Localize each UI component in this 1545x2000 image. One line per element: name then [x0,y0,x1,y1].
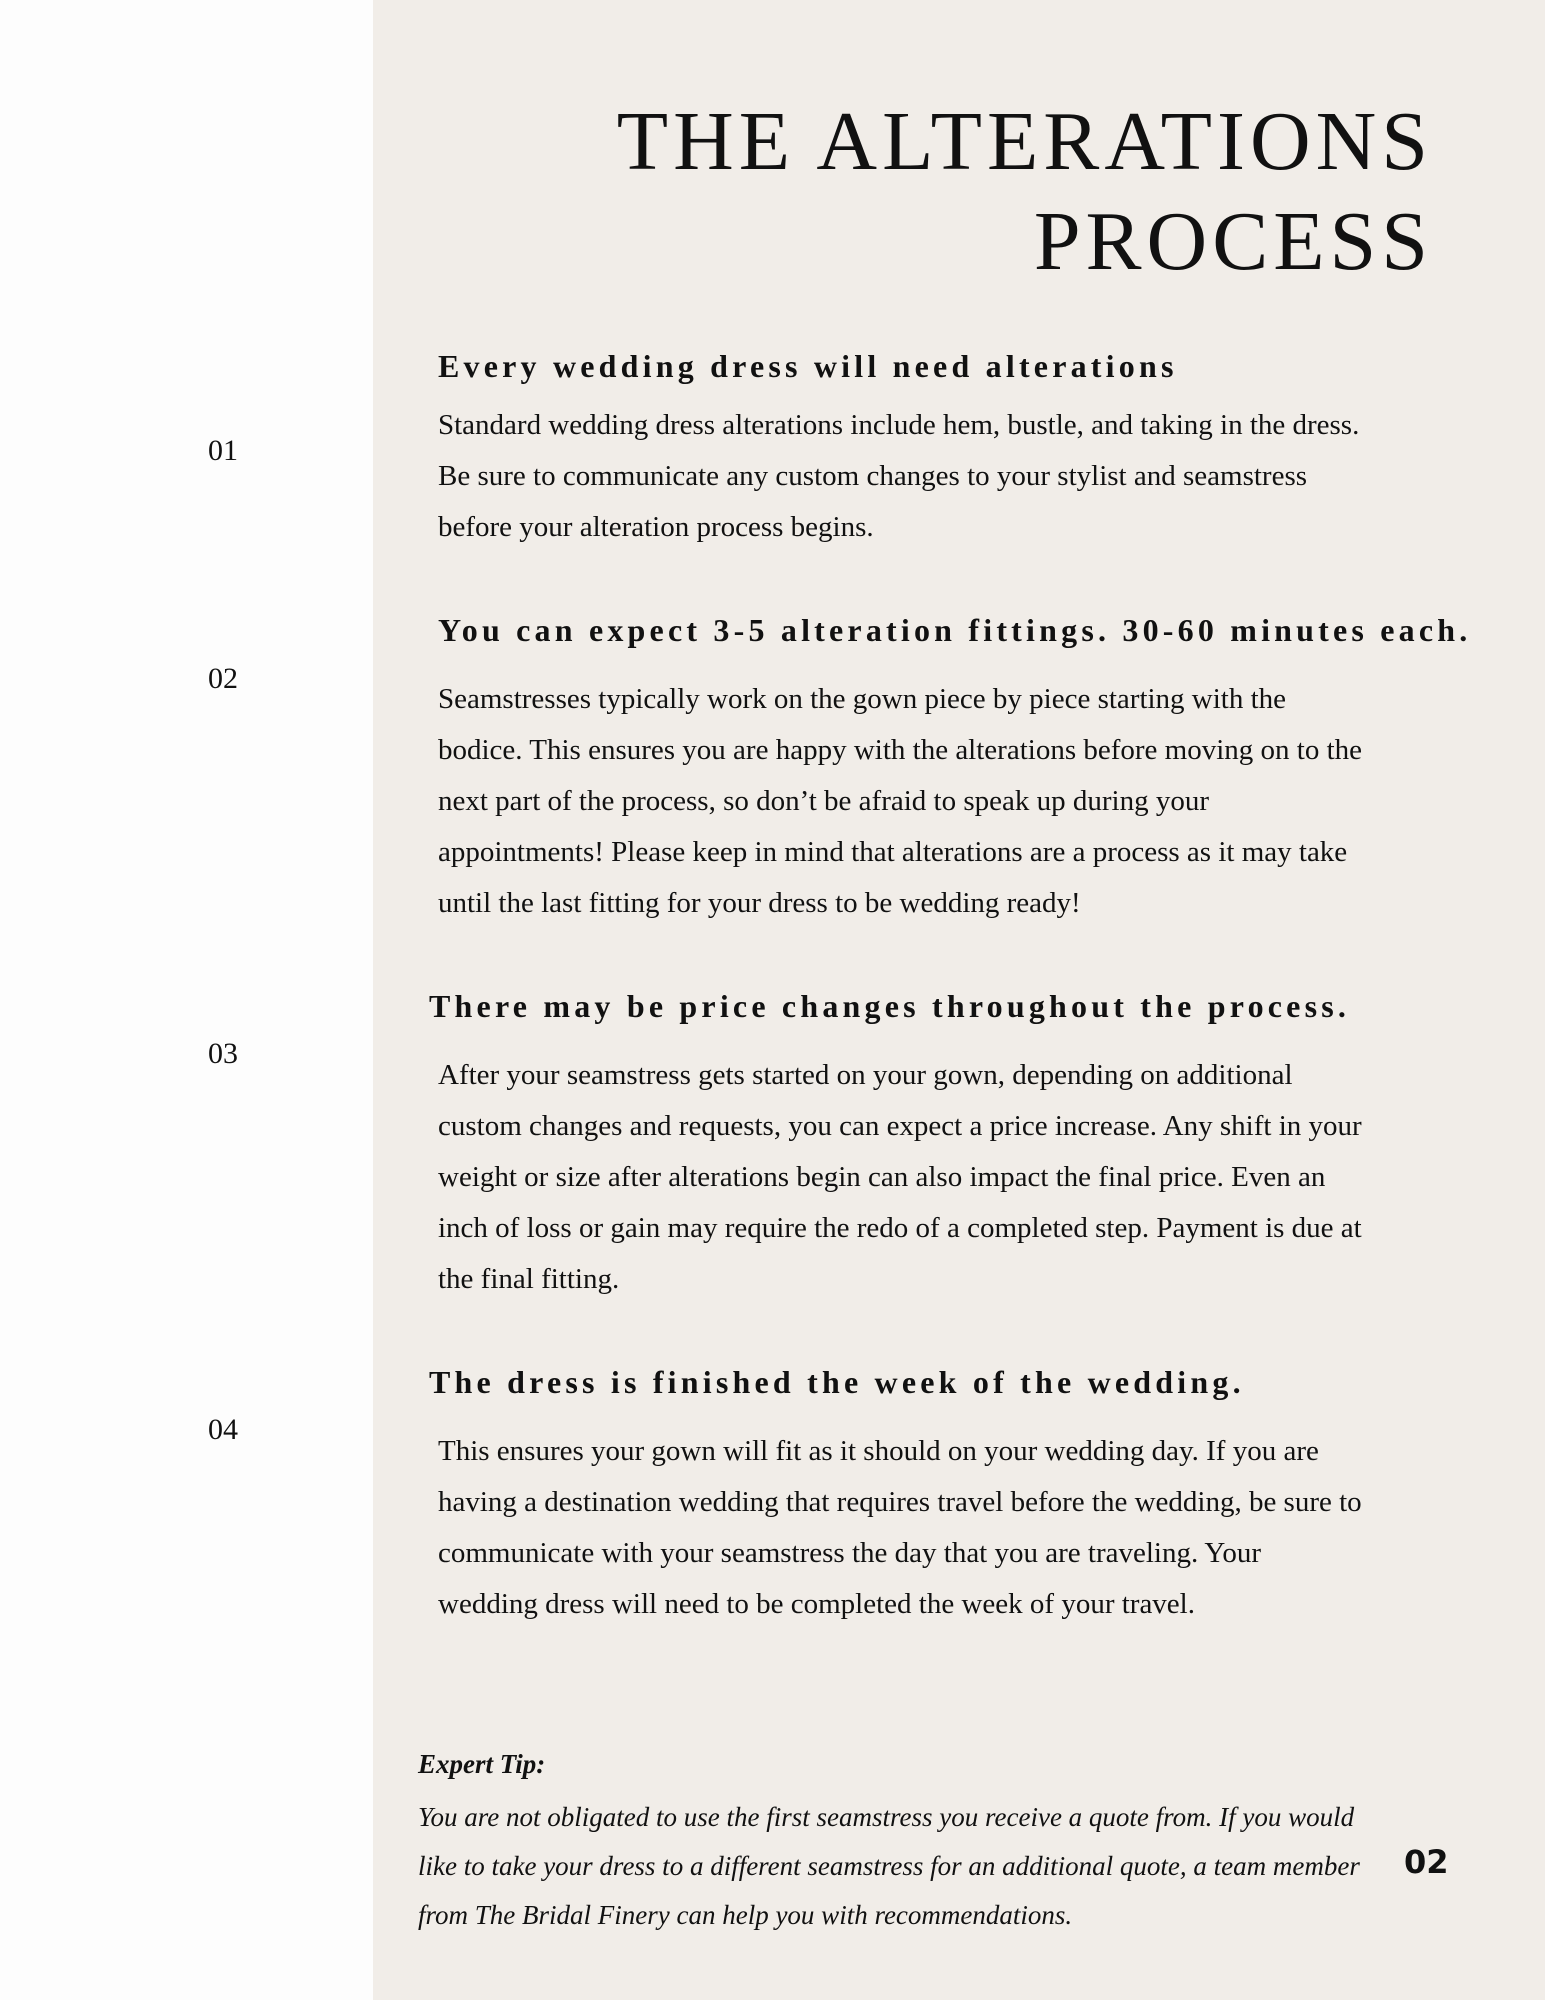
step-heading-02: You can expect 3-5 alteration fittings. 30-60 minutes each. [438,612,1472,648]
step-number-02: 02 [208,662,238,695]
step-body-03: After your seamstress gets started on your gown, depending on additional custom changes and requests, you can expect a price increase. Any shift in your weight or size after alterations begin can also impact the final price. Even an inch of loss or gain may require the redo of a completed step. Payment is due at the final fitting. [438,1059,1362,1295]
expert-tip-label: Expert Tip: [418,1749,546,1779]
step-heading-01: Every wedding dress will need alterations [438,348,1178,384]
step-heading-03: There may be price changes throughout the process. [429,988,1351,1024]
step-body-02: Seamstresses typically work on the gown piece by piece starting with the bodice. This ensures you are happy with the alterations before moving on to the next part of the process, so don’t be afraid to speak up during your appointments! Please keep in mind that alterations are a process as it may take until the last fitting for your dress to be wedding ready! [438,683,1363,919]
step-number-01: 01 [208,434,238,467]
step-number-04: 04 [208,1413,238,1446]
page-title-line-2: PROCESS [1033,195,1433,288]
step-body-01: Standard wedding dress alterations include hem, bustle, and taking in the dress. Be sure to communicate any custom changes to your stylist and seamstress before your alteration process begins. [438,409,1360,543]
step-body-04: This ensures your gown will fit as it should on your wedding day. If you are having a destination wedding that requires travel before the wedding, be sure to communicate with your seamstress the day that you are traveling. Your wedding dress will need to be completed the week of your travel. [438,1435,1362,1620]
page-title-line-1: THE ALTERATIONS [616,95,1433,188]
page-title [433,92,1433,292]
step-number-03: 03 [208,1037,238,1070]
expert-tip-text: You are not obligated to use the first seamstress you receive a quote from. If you would like to take your dress to a different seamstress for an additional quote, a team member from The Bridal Finery can help you with recommendations. [418,1802,1360,1930]
left-margin [0,0,373,2000]
page-number: 02 [1404,1843,1449,1881]
step-heading-04: The dress is finished the week of the wedding. [429,1364,1245,1400]
